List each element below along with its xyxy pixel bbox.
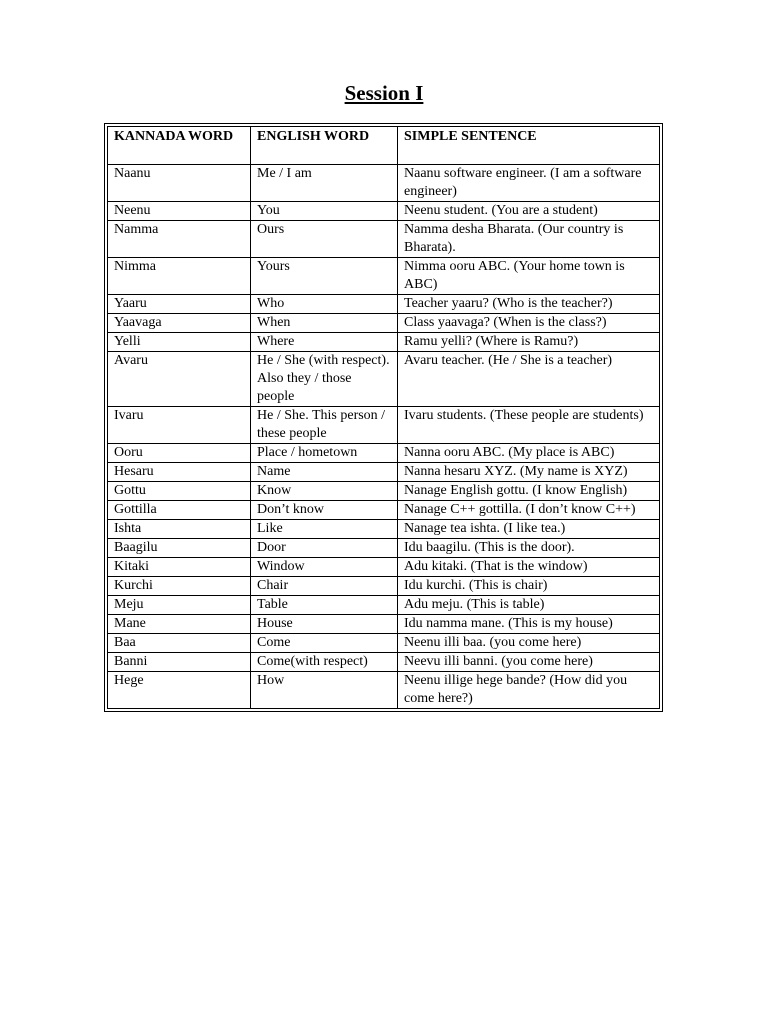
table-row	[108, 333, 660, 352]
kannada-word-cell: Ishta	[108, 520, 251, 539]
sentence-cell: Avaru teacher. (He / She is a teacher)	[398, 352, 660, 407]
vocabulary-table-frame	[104, 123, 663, 712]
english-word-cell: He / She (with respect). Also they / those people	[251, 352, 398, 407]
kannada-word-cell: Gottilla	[108, 501, 251, 520]
table-row	[108, 202, 660, 221]
english-word-cell: Know	[251, 482, 398, 501]
kannada-word-cell: Yaaru	[108, 295, 251, 314]
english-word-cell: When	[251, 314, 398, 333]
english-word-cell: Yours	[251, 258, 398, 295]
english-word-cell: Come	[251, 634, 398, 653]
table-row	[108, 596, 660, 615]
sentence-cell: Nanage C++ gottilla. (I don’t know C++)	[398, 501, 660, 520]
kannada-word-cell: Nimma	[108, 258, 251, 295]
english-word-cell: Where	[251, 333, 398, 352]
table-row	[108, 672, 660, 709]
sentence-cell: Nimma ooru ABC. (Your home town is ABC)	[398, 258, 660, 295]
kannada-word-cell: Ivaru	[108, 407, 251, 444]
kannada-word-cell: Yelli	[108, 333, 251, 352]
kannada-word-cell: Kurchi	[108, 577, 251, 596]
vocabulary-table	[107, 126, 660, 709]
sentence-cell: Nanna ooru ABC. (My place is ABC)	[398, 444, 660, 463]
english-word-cell: Like	[251, 520, 398, 539]
sentence-cell: Class yaavaga? (When is the class?)	[398, 314, 660, 333]
table-row	[108, 482, 660, 501]
english-word-cell: Who	[251, 295, 398, 314]
sentence-cell: Nanage English gottu. (I know English)	[398, 482, 660, 501]
header-simple-sentence: SIMPLE SENTENCE	[398, 127, 660, 165]
table-row	[108, 295, 660, 314]
kannada-word-cell: Ooru	[108, 444, 251, 463]
sentence-cell: Nanna hesaru XYZ. (My name is XYZ)	[398, 463, 660, 482]
table-row	[108, 577, 660, 596]
english-word-cell: Door	[251, 539, 398, 558]
english-word-cell: Name	[251, 463, 398, 482]
sentence-cell: Neenu student. (You are a student)	[398, 202, 660, 221]
header-english-word: ENGLISH WORD	[251, 127, 398, 165]
english-word-cell: Me / I am	[251, 165, 398, 202]
header-kannada-word: KANNADA WORD	[108, 127, 251, 165]
sentence-cell: Idu namma mane. (This is my house)	[398, 615, 660, 634]
kannada-word-cell: Baa	[108, 634, 251, 653]
sentence-cell: Ramu yelli? (Where is Ramu?)	[398, 333, 660, 352]
table-row	[108, 501, 660, 520]
kannada-word-cell: Avaru	[108, 352, 251, 407]
english-word-cell: You	[251, 202, 398, 221]
table-row	[108, 615, 660, 634]
kannada-word-cell: Banni	[108, 653, 251, 672]
table-row	[108, 634, 660, 653]
kannada-word-cell: Hesaru	[108, 463, 251, 482]
sentence-cell: Nanage tea ishta. (I like tea.)	[398, 520, 660, 539]
kannada-word-cell: Naanu	[108, 165, 251, 202]
table-row	[108, 314, 660, 333]
sentence-cell: Idu baagilu. (This is the door).	[398, 539, 660, 558]
kannada-word-cell: Baagilu	[108, 539, 251, 558]
sentence-cell: Naanu software engineer. (I am a software engineer)	[398, 165, 660, 202]
english-word-cell: Place / hometown	[251, 444, 398, 463]
sentence-cell: Idu kurchi. (This is chair)	[398, 577, 660, 596]
table-row	[108, 653, 660, 672]
english-word-cell: Don’t know	[251, 501, 398, 520]
kannada-word-cell: Yaavaga	[108, 314, 251, 333]
table-row	[108, 165, 660, 202]
sentence-cell: Ivaru students. (These people are students)	[398, 407, 660, 444]
kannada-word-cell: Meju	[108, 596, 251, 615]
sentence-cell: Neenu illi baa. (you come here)	[398, 634, 660, 653]
english-word-cell: Ours	[251, 221, 398, 258]
kannada-word-cell: Gottu	[108, 482, 251, 501]
english-word-cell: He / She. This person / these people	[251, 407, 398, 444]
english-word-cell: Chair	[251, 577, 398, 596]
table-row	[108, 520, 660, 539]
sentence-cell: Neevu illi banni. (you come here)	[398, 653, 660, 672]
table-header-row	[108, 127, 660, 165]
table-row	[108, 258, 660, 295]
english-word-cell: Table	[251, 596, 398, 615]
sentence-cell: Namma desha Bharata. (Our country is Bharata).	[398, 221, 660, 258]
table-row	[108, 558, 660, 577]
english-word-cell: House	[251, 615, 398, 634]
kannada-word-cell: Kitaki	[108, 558, 251, 577]
table-row	[108, 352, 660, 407]
english-word-cell: How	[251, 672, 398, 709]
table-row	[108, 444, 660, 463]
english-word-cell: Come(with respect)	[251, 653, 398, 672]
sentence-cell: Neenu illige hege bande? (How did you come here?)	[398, 672, 660, 709]
page-title: Session I	[344, 81, 424, 105]
table-row	[108, 407, 660, 444]
kannada-word-cell: Neenu	[108, 202, 251, 221]
kannada-word-cell: Mane	[108, 615, 251, 634]
kannada-word-cell: Hege	[108, 672, 251, 709]
sentence-cell: Adu meju. (This is table)	[398, 596, 660, 615]
sentence-cell: Teacher yaaru? (Who is the teacher?)	[398, 295, 660, 314]
kannada-word-cell: Namma	[108, 221, 251, 258]
english-word-cell: Window	[251, 558, 398, 577]
table-row	[108, 221, 660, 258]
table-row	[108, 539, 660, 558]
sentence-cell: Adu kitaki. (That is the window)	[398, 558, 660, 577]
table-row	[108, 463, 660, 482]
